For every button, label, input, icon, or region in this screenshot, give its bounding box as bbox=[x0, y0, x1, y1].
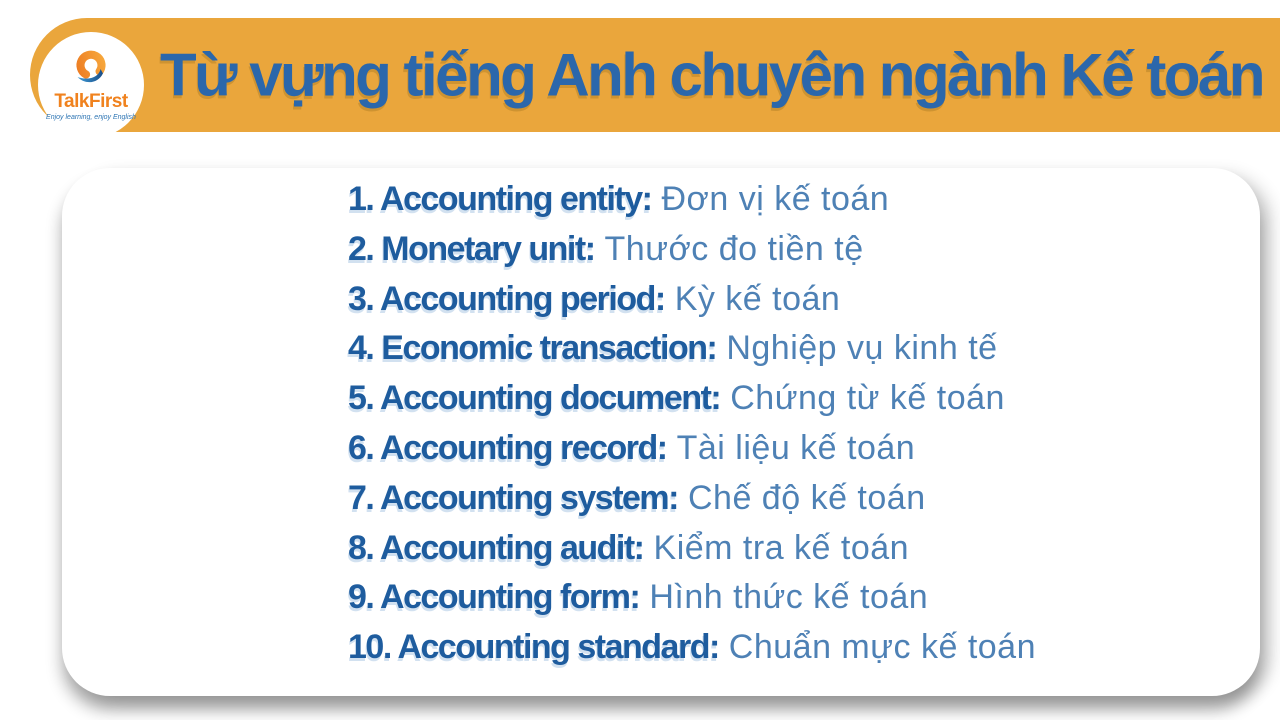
vocab-translation: Chế độ kế toán bbox=[687, 478, 926, 517]
vocab-item bbox=[348, 424, 1260, 474]
vocab-list bbox=[62, 168, 1260, 673]
vocab-term: 2. Monetary unit: bbox=[348, 229, 595, 268]
vocab-translation: Nghiệp vụ kinh tế bbox=[726, 329, 998, 368]
vocab-term: 1. Accounting entity: bbox=[348, 180, 652, 218]
vocab-item bbox=[348, 474, 1260, 524]
brand-tagline: Enjoy learning, enjoy English bbox=[46, 114, 136, 121]
talkfirst-logo bbox=[38, 32, 144, 138]
vocab-translation: Kỳ kế toán bbox=[674, 279, 841, 318]
vocab-translation: Tài liệu kế toán bbox=[676, 428, 916, 467]
vocab-translation: Chuẩn mực kế toán bbox=[728, 628, 1036, 667]
vocab-item bbox=[348, 275, 1260, 325]
vocab-translation: Hình thức kế toán bbox=[649, 578, 929, 617]
header-banner bbox=[30, 18, 1280, 132]
vocab-item bbox=[348, 623, 1260, 673]
vocab-item bbox=[348, 175, 1260, 225]
vocab-item bbox=[348, 324, 1260, 374]
vocab-term: 6. Accounting record: bbox=[348, 428, 667, 467]
vocab-item bbox=[348, 573, 1260, 623]
vocab-term: 8. Accounting audit: bbox=[348, 528, 644, 567]
vocab-term: 10. Accounting standard: bbox=[348, 628, 719, 667]
brand-name: TalkFirst bbox=[54, 91, 128, 112]
vocab-term: 3. Accounting period: bbox=[348, 279, 665, 318]
vocab-term: 5. Accounting document: bbox=[348, 379, 721, 418]
vocab-term: 9. Accounting form: bbox=[348, 578, 640, 617]
vocab-item bbox=[348, 374, 1260, 424]
vocab-term: 7. Accounting system: bbox=[348, 478, 678, 517]
vocab-translation: Chứng từ kế toán bbox=[730, 379, 1005, 418]
vocab-translation: Kiểm tra kế toán bbox=[653, 528, 910, 567]
vocab-term: 4. Economic transaction: bbox=[348, 329, 717, 368]
vocab-translation: Thước đo tiền tệ bbox=[604, 229, 864, 268]
vocab-translation: Đơn vị kế toán bbox=[661, 180, 890, 218]
speech-bubble-swirl-icon bbox=[68, 49, 114, 91]
vocab-item bbox=[348, 225, 1260, 275]
vocab-item bbox=[348, 524, 1260, 574]
page-title: Từ vựng tiếng Anh chuyên ngành Kế toán bbox=[160, 41, 1264, 109]
content-card bbox=[62, 168, 1260, 696]
